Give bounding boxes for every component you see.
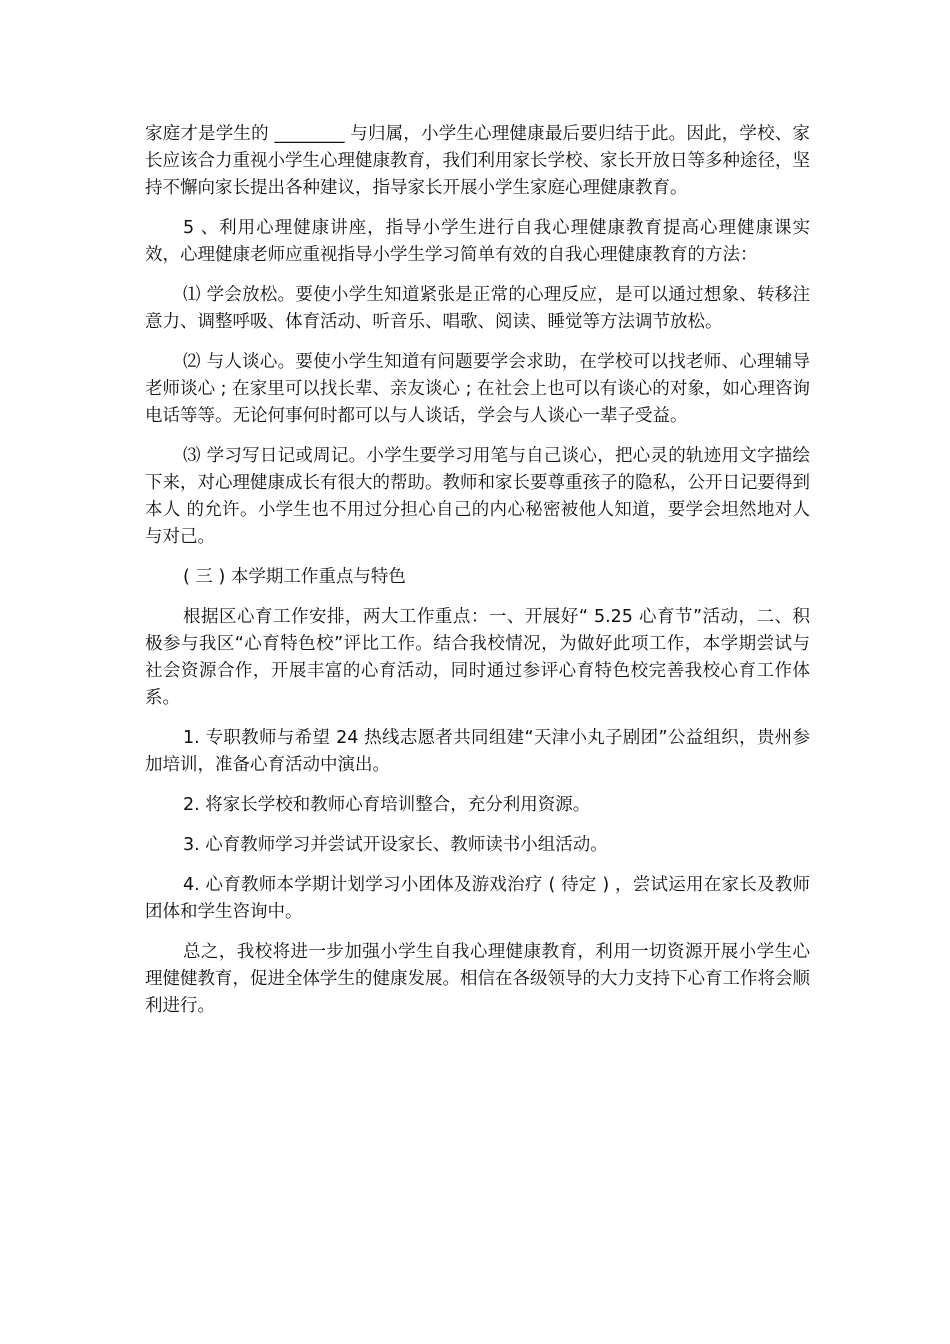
paragraph-work-focus: 根据区心育工作安排，两大工作重点：一、开展好“ 5.25 心育节”活动，二、积极参与我区“心育特色校”评比工作。结合我校情况，为做好此项工作，本学期尝试与社会资源合作，开展丰富的心育活动，同时通过参评心育特色校完善我校心育工作体系。	[145, 607, 810, 708]
list-item-3: 3. 心育教师学习并尝试开设家长、教师读书小组活动。	[183, 835, 608, 855]
section-heading-3: ( 三 ) 本学期工作重点与特色	[183, 567, 406, 587]
paragraph-talk: ⑵ 与人谈心。要使小学生知道有问题要学会求助，在学校可以找老师、心理辅导老师谈心 ; 在家里可以找长辈、亲友谈心 ; 在社会上也可以有谈心的对象，如心理咨询电话等等。无论何事何时都可以与人谈话，学会与人谈心一辈子受益。	[145, 352, 810, 426]
paragraph-diary: ⑶ 学习写日记或周记。小学生要学习用笔与自己谈心，把心灵的轨迹用文字描绘下来，对心理健康成长有很大的帮助。教师和家长要尊重孩子的隐私，公开日记要得到本人 的允许。小学生也不用过分担心自己的内心秘密被他人知道，要学会坦然地对人与对己。	[145, 446, 810, 547]
list-item-1: 1. 专职教师与希望 24 热线志愿者共同组建“天津小丸子剧团”公益组织，贵州参加培训，准备心育活动中演出。	[145, 728, 810, 775]
document-body	[145, 121, 810, 1033]
list-item-4: 4. 心育教师本学期计划学习小团体及游戏治疗 ( 待定 ) ，尝试运用在家长及教师团体和学生咨询中。	[145, 875, 810, 922]
list-item-2: 2. 将家长学校和教师心育培训整合，充分利用资源。	[183, 795, 591, 815]
paragraph-conclusion: 总之，我校将进一步加强小学生自我心理健康教育，利用一切资源开展小学生心理健健教育，促进全体学生的健康发展。相信在各级领导的大力支持下心育工作将会顺利进行。	[145, 942, 810, 1016]
paragraph-item-5-lectures: 5 、利用心理健康讲座，指导小学生进行自我心理健康教育提高心理健康课实效，心理健康老师应重视指导小学生学习简单有效的自我心理健康教育的方法：	[145, 218, 810, 265]
paragraph-family-education: 家庭才是学生的 ________ 与归属，小学生心理健康最后要归结于此。因此，学校、家长应该合力重视小学生心理健康教育，我们利用家长学校、家长开放日等多种途径，坚持不懈向家长提出各种建议，指导家长开展小学生家庭心理健康教育。	[145, 124, 810, 198]
paragraph-relax: ⑴ 学会放松。要使小学生知道紧张是正常的心理反应，是可以通过想象、转移注意力、调整呼吸、体育活动、听音乐、唱歌、阅读、睡觉等方法调节放松。	[145, 285, 810, 332]
